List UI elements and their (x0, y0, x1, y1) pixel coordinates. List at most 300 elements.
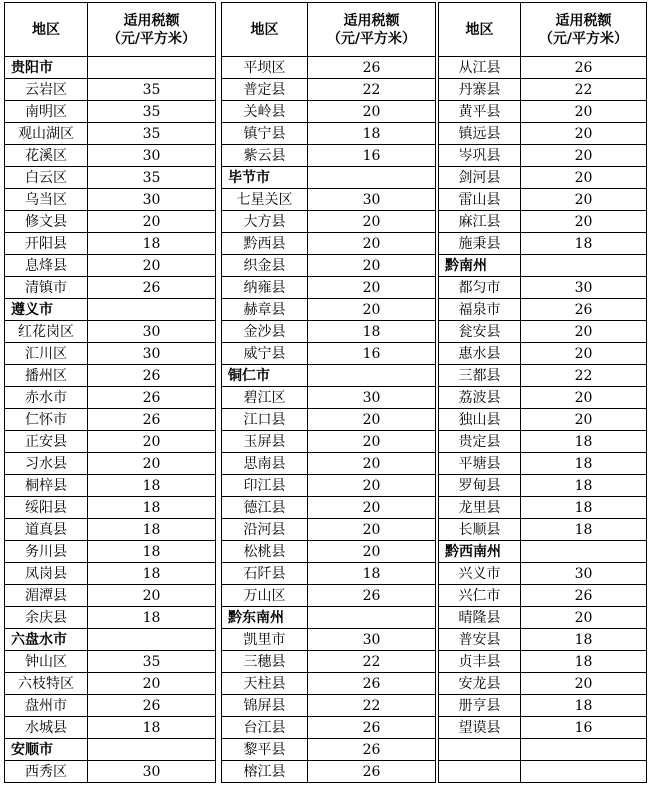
region-cell: 镇宁县 (222, 123, 308, 145)
table-row (5, 695, 216, 717)
region-cell: 兴仁市 (439, 585, 521, 607)
group-row (222, 167, 436, 189)
rate-header-line1: 适用税额 (123, 12, 180, 29)
table-row (5, 255, 216, 277)
table-row (439, 761, 647, 783)
table-row (5, 651, 216, 673)
group-rate-cell (308, 607, 436, 629)
table-row (5, 365, 216, 387)
group-row (5, 629, 216, 651)
rate-cell: 18 (521, 431, 647, 453)
region-cell: 余庆县 (5, 607, 88, 629)
rate-cell: 20 (308, 475, 436, 497)
table-row (222, 585, 436, 607)
table-row (222, 475, 436, 497)
region-cell: 湄潭县 (5, 585, 88, 607)
rate-header (308, 3, 436, 57)
region-cell: 岑巩县 (439, 145, 521, 167)
region-cell: 黎平县 (222, 739, 308, 761)
region-cell: 思南县 (222, 453, 308, 475)
rate-cell: 22 (308, 651, 436, 673)
table-row (222, 299, 436, 321)
group-row (439, 541, 647, 563)
table-row (439, 629, 647, 651)
region-cell: 金沙县 (222, 321, 308, 343)
rate-cell: 18 (88, 497, 216, 519)
tax-table-column-2 (221, 2, 436, 783)
region-cell: 平坝区 (222, 57, 308, 79)
rate-cell: 20 (521, 409, 647, 431)
table-row (439, 123, 647, 145)
table-row (222, 409, 436, 431)
rate-cell: 26 (88, 695, 216, 717)
table-row (5, 761, 216, 783)
table-row (439, 343, 647, 365)
table-row (222, 497, 436, 519)
rate-cell: 26 (308, 761, 436, 783)
group-name: 铜仁市 (222, 365, 308, 387)
region-cell: 赫章县 (222, 299, 308, 321)
table-row (5, 387, 216, 409)
region-cell: 清镇市 (5, 277, 88, 299)
region-cell: 云岩区 (5, 79, 88, 101)
table-row (439, 717, 647, 739)
rate-cell: 20 (308, 277, 436, 299)
region-cell (439, 739, 521, 761)
rate-cell: 18 (88, 519, 216, 541)
region-cell: 桐梓县 (5, 475, 88, 497)
table-row (439, 475, 647, 497)
rate-cell: 30 (308, 189, 436, 211)
region-cell: 印江县 (222, 475, 308, 497)
region-cell: 黔西县 (222, 233, 308, 255)
rate-cell: 18 (308, 563, 436, 585)
region-cell: 汇川区 (5, 343, 88, 365)
rate-cell: 30 (308, 387, 436, 409)
rate-cell: 20 (88, 585, 216, 607)
rate-cell: 20 (521, 321, 647, 343)
table-row (5, 431, 216, 453)
group-row (5, 299, 216, 321)
group-row (5, 57, 216, 79)
rate-cell: 18 (521, 629, 647, 651)
rate-cell: 20 (308, 233, 436, 255)
region-cell: 道真县 (5, 519, 88, 541)
table-header-row (439, 3, 647, 57)
table-row (439, 189, 647, 211)
rate-cell: 18 (521, 695, 647, 717)
table-row (439, 211, 647, 233)
region-header: 地区 (222, 3, 308, 57)
table-row (222, 739, 436, 761)
table-row (222, 79, 436, 101)
region-cell: 榕江县 (222, 761, 308, 783)
table-row (439, 563, 647, 585)
table-row (222, 343, 436, 365)
rate-cell: 30 (521, 563, 647, 585)
region-cell: 锦屏县 (222, 695, 308, 717)
region-cell: 德江县 (222, 497, 308, 519)
region-cell: 六枝特区 (5, 673, 88, 695)
rate-cell: 22 (521, 365, 647, 387)
table-row (439, 167, 647, 189)
table-row (222, 145, 436, 167)
table-row (222, 101, 436, 123)
table-row (439, 299, 647, 321)
table-row (439, 145, 647, 167)
rate-cell: 18 (521, 233, 647, 255)
rate-cell: 20 (521, 189, 647, 211)
rate-cell: 20 (88, 211, 216, 233)
rate-cell: 35 (88, 79, 216, 101)
table-row (439, 409, 647, 431)
group-rate-cell (88, 739, 216, 761)
region-cell: 剑河县 (439, 167, 521, 189)
table-row (439, 497, 647, 519)
rate-header-line2: （元/平方米） (538, 30, 629, 47)
table-row (222, 563, 436, 585)
table-row (222, 321, 436, 343)
region-cell: 仁怀市 (5, 409, 88, 431)
region-cell: 贞丰县 (439, 651, 521, 673)
rate-cell: 18 (88, 717, 216, 739)
region-cell: 凯里市 (222, 629, 308, 651)
rate-cell: 16 (521, 717, 647, 739)
rate-header-line1: 适用税额 (343, 12, 400, 29)
region-cell: 息烽县 (5, 255, 88, 277)
rate-cell: 35 (88, 167, 216, 189)
region-cell: 红花岗区 (5, 321, 88, 343)
region-cell: 织金县 (222, 255, 308, 277)
rate-cell: 18 (521, 497, 647, 519)
rate-cell: 16 (308, 145, 436, 167)
table-row (222, 629, 436, 651)
region-cell: 江口县 (222, 409, 308, 431)
table-row (439, 101, 647, 123)
group-row (222, 365, 436, 387)
group-name: 黔东南州 (222, 607, 308, 629)
rate-cell: 20 (88, 453, 216, 475)
rate-cell (521, 739, 647, 761)
table-row (5, 475, 216, 497)
table-row (439, 233, 647, 255)
table-row (5, 101, 216, 123)
rate-header (88, 3, 216, 57)
rate-cell: 20 (521, 607, 647, 629)
region-cell: 绥阳县 (5, 497, 88, 519)
table-row (222, 211, 436, 233)
group-rate-cell (521, 255, 647, 277)
region-cell: 晴隆县 (439, 607, 521, 629)
table-row (5, 321, 216, 343)
rate-cell: 20 (521, 673, 647, 695)
table-row (5, 145, 216, 167)
rate-cell: 20 (308, 431, 436, 453)
region-cell: 松桃县 (222, 541, 308, 563)
rate-cell: 20 (521, 101, 647, 123)
table-row (222, 233, 436, 255)
rate-cell: 20 (308, 211, 436, 233)
table-row (5, 519, 216, 541)
table-row (222, 541, 436, 563)
region-cell: 开阳县 (5, 233, 88, 255)
rate-cell: 18 (308, 123, 436, 145)
table-row (439, 519, 647, 541)
region-cell: 纳雍县 (222, 277, 308, 299)
region-cell: 钟山区 (5, 651, 88, 673)
rate-cell: 20 (308, 409, 436, 431)
region-cell: 贵定县 (439, 431, 521, 453)
table-row (222, 651, 436, 673)
region-cell: 修文县 (5, 211, 88, 233)
rate-cell: 20 (308, 453, 436, 475)
group-name: 安顺市 (5, 739, 88, 761)
group-name: 六盘水市 (5, 629, 88, 651)
rate-cell: 35 (88, 123, 216, 145)
region-cell: 黄平县 (439, 101, 521, 123)
region-cell: 南明区 (5, 101, 88, 123)
rate-header-line2: （元/平方米） (326, 30, 417, 47)
region-cell: 西秀区 (5, 761, 88, 783)
table-row (5, 79, 216, 101)
group-name: 贵阳市 (5, 57, 88, 79)
rate-cell: 30 (88, 343, 216, 365)
region-cell: 三穗县 (222, 651, 308, 673)
region-cell (439, 761, 521, 783)
region-cell: 习水县 (5, 453, 88, 475)
table-row (5, 211, 216, 233)
group-row (439, 255, 647, 277)
table-row (5, 563, 216, 585)
rate-cell: 26 (521, 585, 647, 607)
table-row (5, 123, 216, 145)
table-row (222, 431, 436, 453)
group-name: 黔西南州 (439, 541, 521, 563)
table-row (439, 79, 647, 101)
group-rate-cell (88, 299, 216, 321)
table-row (222, 761, 436, 783)
region-cell: 长顺县 (439, 519, 521, 541)
table-row (5, 717, 216, 739)
table-header-row (5, 3, 216, 57)
rate-cell: 26 (88, 277, 216, 299)
table-row (5, 541, 216, 563)
region-cell: 安龙县 (439, 673, 521, 695)
region-cell: 水城县 (5, 717, 88, 739)
region-cell: 碧江区 (222, 387, 308, 409)
group-rate-cell (88, 629, 216, 651)
region-cell: 普定县 (222, 79, 308, 101)
rate-cell: 20 (308, 519, 436, 541)
region-cell: 荔波县 (439, 387, 521, 409)
table-row (222, 277, 436, 299)
region-cell: 石阡县 (222, 563, 308, 585)
region-cell: 关岭县 (222, 101, 308, 123)
region-cell: 望谟县 (439, 717, 521, 739)
region-cell: 观山湖区 (5, 123, 88, 145)
rate-cell: 30 (308, 629, 436, 651)
table-row (439, 607, 647, 629)
region-cell: 务川县 (5, 541, 88, 563)
rate-cell: 22 (308, 695, 436, 717)
rate-cell: 20 (308, 101, 436, 123)
group-row (5, 739, 216, 761)
rate-header-line2: （元/平方米） (106, 30, 197, 47)
group-name: 遵义市 (5, 299, 88, 321)
region-cell: 龙里县 (439, 497, 521, 519)
rate-cell: 26 (308, 717, 436, 739)
rate-cell: 20 (308, 299, 436, 321)
region-cell: 福泉市 (439, 299, 521, 321)
table-row (439, 651, 647, 673)
region-cell: 普安县 (439, 629, 521, 651)
tax-table-column-1 (4, 2, 216, 783)
table-row (222, 717, 436, 739)
rate-cell: 18 (521, 475, 647, 497)
table-row (439, 277, 647, 299)
rate-cell: 20 (88, 673, 216, 695)
region-cell: 册亨县 (439, 695, 521, 717)
rate-cell: 22 (521, 79, 647, 101)
region-cell: 大方县 (222, 211, 308, 233)
table-row (222, 255, 436, 277)
rate-cell: 20 (308, 255, 436, 277)
region-cell: 惠水县 (439, 343, 521, 365)
rate-cell: 26 (308, 585, 436, 607)
table-row (439, 57, 647, 79)
table-row (5, 167, 216, 189)
rate-cell: 20 (521, 123, 647, 145)
rate-cell: 18 (88, 475, 216, 497)
rate-cell: 26 (88, 387, 216, 409)
region-cell: 麻江县 (439, 211, 521, 233)
rate-cell: 20 (88, 255, 216, 277)
rate-cell: 30 (521, 277, 647, 299)
group-rate-cell (88, 57, 216, 79)
rate-cell: 18 (88, 233, 216, 255)
rate-cell: 35 (88, 651, 216, 673)
region-cell: 七星关区 (222, 189, 308, 211)
rate-cell: 30 (88, 189, 216, 211)
rate-cell: 18 (521, 519, 647, 541)
group-rate-cell (308, 365, 436, 387)
rate-cell: 20 (308, 497, 436, 519)
region-cell: 瓮安县 (439, 321, 521, 343)
table-row (5, 189, 216, 211)
table-row (439, 673, 647, 695)
region-cell: 施秉县 (439, 233, 521, 255)
table-row (5, 497, 216, 519)
region-cell: 紫云县 (222, 145, 308, 167)
rate-cell: 18 (88, 563, 216, 585)
tax-table-column-3 (438, 2, 647, 783)
table-row (222, 453, 436, 475)
table-row (439, 739, 647, 761)
rate-cell: 30 (88, 145, 216, 167)
region-cell: 乌当区 (5, 189, 88, 211)
region-cell: 赤水市 (5, 387, 88, 409)
rate-cell: 20 (521, 387, 647, 409)
table-row (222, 673, 436, 695)
region-cell: 台江县 (222, 717, 308, 739)
group-name: 黔南州 (439, 255, 521, 277)
rate-cell: 30 (88, 321, 216, 343)
table-row (439, 695, 647, 717)
rate-cell: 22 (308, 79, 436, 101)
region-header: 地区 (5, 3, 88, 57)
region-cell: 播州区 (5, 365, 88, 387)
rate-cell: 26 (521, 57, 647, 79)
table-row (5, 233, 216, 255)
rate-cell: 18 (308, 321, 436, 343)
table-row (222, 57, 436, 79)
region-cell: 雷山县 (439, 189, 521, 211)
group-row (222, 607, 436, 629)
table-row (439, 431, 647, 453)
rate-cell: 26 (521, 299, 647, 321)
region-cell: 从江县 (439, 57, 521, 79)
rate-cell: 26 (308, 57, 436, 79)
rate-cell: 20 (521, 167, 647, 189)
region-cell: 平塘县 (439, 453, 521, 475)
region-cell: 镇远县 (439, 123, 521, 145)
table-row (439, 453, 647, 475)
rate-cell: 18 (88, 541, 216, 563)
table-row (222, 519, 436, 541)
group-rate-cell (521, 541, 647, 563)
region-cell: 威宁县 (222, 343, 308, 365)
group-rate-cell (308, 167, 436, 189)
table-row (5, 453, 216, 475)
region-cell: 正安县 (5, 431, 88, 453)
rate-cell: 26 (88, 365, 216, 387)
rate-cell: 20 (521, 145, 647, 167)
table-row (5, 409, 216, 431)
table-row (439, 585, 647, 607)
rate-cell: 20 (308, 541, 436, 563)
rate-header-line1: 适用税额 (555, 12, 612, 29)
table-row (439, 321, 647, 343)
region-cell: 天柱县 (222, 673, 308, 695)
table-row (439, 365, 647, 387)
region-cell: 丹寨县 (439, 79, 521, 101)
region-cell: 都匀市 (439, 277, 521, 299)
table-row (222, 189, 436, 211)
region-cell: 盘州市 (5, 695, 88, 717)
region-cell: 万山区 (222, 585, 308, 607)
group-name: 毕节市 (222, 167, 308, 189)
table-row (222, 695, 436, 717)
rate-cell (521, 761, 647, 783)
rate-cell: 18 (88, 607, 216, 629)
rate-cell: 20 (521, 211, 647, 233)
tax-rate-tables (4, 2, 646, 788)
rate-cell: 35 (88, 101, 216, 123)
table-row (222, 123, 436, 145)
table-row (5, 585, 216, 607)
region-header: 地区 (439, 3, 521, 57)
region-cell: 独山县 (439, 409, 521, 431)
rate-cell: 20 (88, 431, 216, 453)
rate-cell: 20 (521, 343, 647, 365)
region-cell: 白云区 (5, 167, 88, 189)
region-cell: 花溪区 (5, 145, 88, 167)
table-header-row (222, 3, 436, 57)
region-cell: 罗甸县 (439, 475, 521, 497)
rate-cell: 18 (521, 651, 647, 673)
region-cell: 凤岗县 (5, 563, 88, 585)
table-row (5, 673, 216, 695)
